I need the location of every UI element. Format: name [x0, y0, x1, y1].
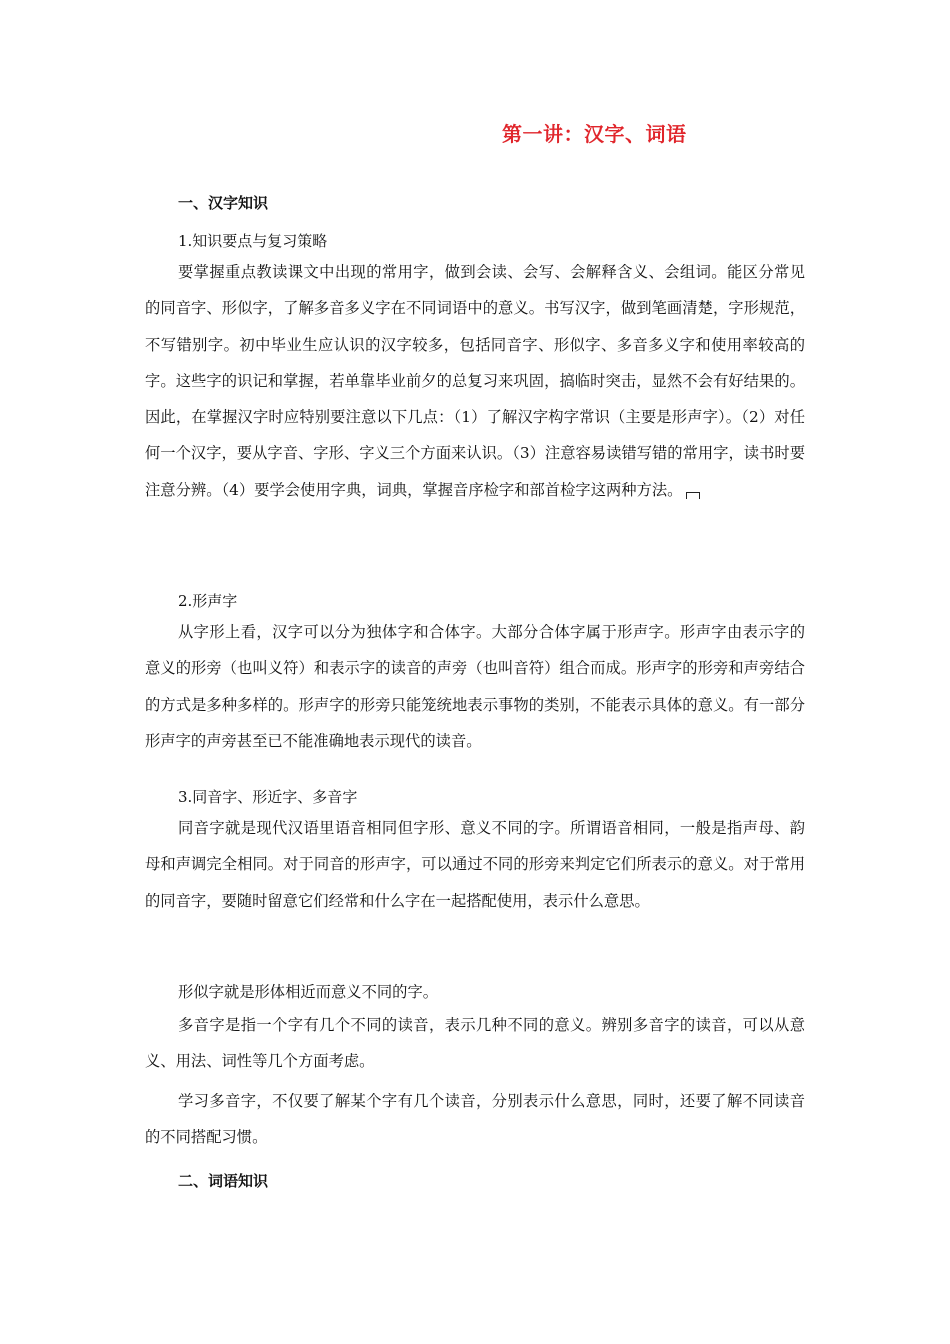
- paragraph-tongyin: 同音字就是现代汉语里语音相同但字形、意义不同的字。所谓语音相同，一般是指声母、韵母和声调完全相同。对于同音的形声字，可以通过不同的形旁来判定它们所表示的意义。对于常用的同音字，要随时留意它们经常和什么字在一起搭配使用，表示什么意思。: [145, 819, 805, 910]
- edit-mark-icon: [686, 492, 700, 499]
- subsection-heading-xingsheng: 2.形声字: [178, 592, 238, 610]
- subsection-heading-tongyin: 3.同音字、形近字、多音字: [178, 788, 358, 806]
- section-heading-ciyu: 二、词语知识: [178, 1172, 269, 1190]
- paragraph-strategy-text: 要掌握重点教读课文中出现的常用字，做到会读、会写、会解释含义、会组词。能区分常见的同音字、形似字，了解多音多义字在不同词语中的意义。书写汉字，做到笔画清楚，字形规范，不写错别字。初中毕业生应认识的汉字较多，包括同音字、形似字、多音多义字和使用率较高的字。这些字的识记和掌握，若单靠毕业前夕的总复习来巩固，搞临时突击，显然不会有好结果的。因此，在掌握汉字时应特别要注意以下几点：（1）了解汉字构字常识（主要是形声字）。（2）对任何一个汉字，要从字音、字形、字义三个方面来认识。（3）注意容易读错写错的常用字，读书时要注意分辨。（4）要学会使用字典，词典，掌握音序检字和部首检字这两种方法。: [145, 263, 805, 499]
- paragraph-strategy: [145, 254, 805, 508]
- page-title: 第一讲：汉字、词语: [502, 122, 687, 146]
- paragraph-duoyin-study: 学习多音字，不仅要了解某个字有几个读音，分别表示什么意思，同时，还要了解不同读音的不同搭配习惯。: [145, 1092, 805, 1147]
- paragraph-duoyin: 多音字是指一个字有几个不同的读音，表示几种不同的意义。辨别多音字的读音，可以从意义、用法、词性等几个方面考虑。: [145, 1016, 805, 1071]
- paragraph-xingsheng: 从字形上看，汉字可以分为独体字和合体字。大部分合体字属于形声字。形声字由表示字的意义的形旁（也叫义符）和表示字的读音的声旁（也叫音符）组合而成。形声字的形旁和声旁结合的方式是多种多样的。形声字的形旁只能笼统地表示事物的类别，不能表示具体的意义。有一部分形声字的声旁甚至已不能准确地表示现代的读音。: [145, 623, 805, 750]
- section-heading-hanzi: 一、汉字知识: [178, 194, 269, 212]
- paragraph-xingsi: 形似字就是形体相近而意义不同的字。: [178, 983, 439, 1001]
- subsection-heading-strategy: 1.知识要点与复习策略: [178, 232, 328, 250]
